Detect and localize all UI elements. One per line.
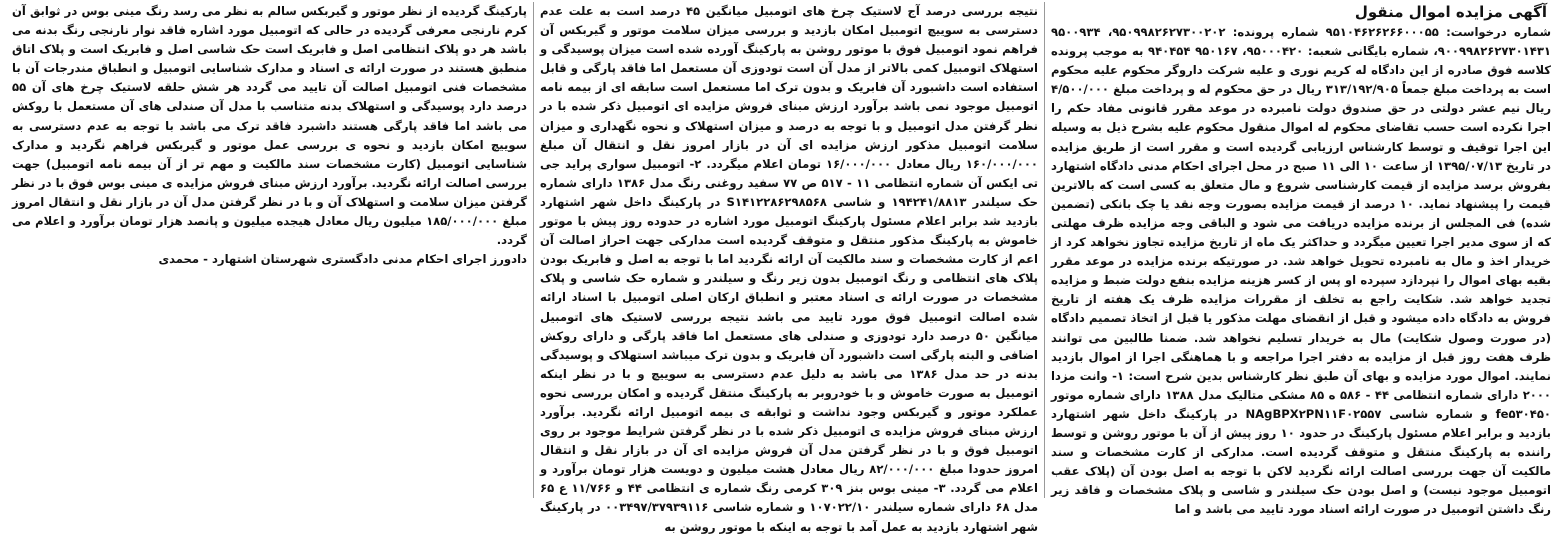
notice-body-part-3: پارکینگ گردیده از نظر موتور و گیربکس سالم به نظر می رسد رنگ مینی بوس در ثوابق آن کرم نارنجی معرفی گردیده در حالی که اتومبیل مورد اشاره فاقد نوار نارنجی رنگ بدنه می باشد هر دو پلاک انتظامی اصل و فابریک است حک شاسی اصل و فابریک است و پلاک اتاق منطبق هستند در صورت ارائه ی اسناد و مدارک شناسایی اتومبیل و انطباق مندرجات آن با مشخصات فنی اتومبیل اصالت آن تایید می گردد هر شش حلقه لاستیک چرخ های آن ۵۵ درصد دارد پوسیدگی و استهلاک بدنه متناسب با مدل آن صندلی های آن مستعمل با روکش می باشد اما فاقد پارگی هستند داشبرد فاقد ترک می باشد با توجه به عدم دسترسی به سوییچ امکان بازدید و نحوه ی بررسی عمل موتور و گیربکس فراهم نگردید و مدارک شناسایی اتومبیل (کارت مشخصات سند مالکیت و مهم تر از آن بیمه نامه اتومبیل) جهت بررسی اصالت ارائه نگردید. برآورد ارزش مبنای فروش مزایده ی مینی بوس فوق با در نظر گرفتن میزان سلامت و استهلاک آن و با در نظر گرفتن مدل آن در بازار نقل و انتقال امروز مبلغ ۱۸۵/۰۰۰/۰۰۰ میلیون ریال معادل هیجده میلیون و پانصد هزار تومان برآورد و اعلام می گردد. [12, 4, 527, 248]
notice-body-part-1: شماره درخواست: ۹۵۱۰۴۶۲۶۲۶۶۰۰۰۵۵ شماره پرونده: ۹۵۰۹۹۸۲۶۲۷۳۰۰۲۰۲، ۹۵۰۰۹۳۴ ۹۰۰۹۹۸۲۶۲۷۳۰۱۴۳۱، شماره بایگانی شعبه: ۹۵۰۰۰۴۲۰، ۹۵۰۱۶۷ ۹۴۰۴۵۴ به موجب پرونده کلاسه فوق صادره از این دادگاه له کریم نوری و علیه شرکت داروگر محکوم علیه محکوم است به پرداخت مبلغ جمعاً ۳۱۳/۱۹۲/۹۰۵ ریال در حق محکوم له و پرداخت مبلغ ۴/۵۰۰/۰۰۰ ریال نیم عشر دولتی در حق صندوق دولت نامبرده در موعد مقرر قانونی مفاد حکم را اجرا نکرده است حسب تقاضای محکوم له اموال منقول محکوم علیه بشرح ذیل به وسیله این اجرا توقیف و توسط کارشناس ارزیابی گردیده است و مقرر است از طریق مزایده در تاریخ ۱۳۹۵/۰۷/۱۳ از ساعت ۱۰ الی ۱۱ صبح در محل اجرای احکام مدنی دادگاه اشتهارد بفروش برسد مزایده از قیمت کارشناسی شروع و مال متعلق به کسی است که بالاترین قیمت را پیشنهاد نماید. ۱۰ درصد از قیمت مزایده بصورت وجه نقد یا چک بانکی (تضمین شده) فی المجلس از برنده مزایده دریافت می شود و الباقی وجه مزایده ظرف مهلتی که از سوی مدیر اجرا تعیین میگردد و حداکثر یک ماه از تاریخ مزایده تجاوز نخواهد کرد از خریدار اخذ و مال به نامبرده تحویل خواهد شد. در صورتیکه برنده مزایده در موعد مقرر بقیه بهای اموال را نپردازد سپرده او پس از کسر هزینه مزایده بنفع دولت ضبط و مزایده تجدید خواهد شد. شکایت راجع به تخلف از مقررات مزایده ظرف یک هفته از تاریخ فروش به دادگاه داده میشود و قبل از انقضای مهلت مذکور یا قبل از اتخاذ تصمیم دادگاه (در صورت وصول شکایت) مال به خریدار تسلیم نخواهد شد. ضمنا طالبین می توانند ظرف هفت روز قبل از مزایده به دفتر اجرا مراجعه و با هماهنگی اجرا از اموال بازدید نمایند. اموال مورد مزایده و بهای آن طبق نظر کارشناس بدین شرح است: ۱- وانت مزدا ۲۰۰۰ دارای شماره انتظامی ۴۴ - ۵۸۶ ه ۸۵ مشکی متالیک مدل ۱۳۸۸ دارای شماره موتور fe۵۳۰۴۵۰ و شماره شاسی NAgBPX۲PN۱۱F۰۲۵۵۷ در پارکینگ داخل شهر اشتهارد بازدید و برابر اعلام مسئول پارکینگ در حدود ۱۰ روز پیش از آن با موتور روشن و توسط راننده به پارکینگ منتقل و متوقف گردیده است. مدارکی از کارت مشخصات و سند مالکیت آن جهت بررسی اصالت ارائه نگردید لاکن با توجه به اصل بودن آن (پلاک عقب اتومبیل موجود نیست) و اصل بودن حک سیلندر و شاسی و پلاک مشخصات و فاقد زیر رنگ داشتن اتومبیل در صورت ارائه اسناد مورد تایید می باشد و اما [1051, 25, 1552, 517]
column-left [6, 2, 533, 498]
column-middle [533, 2, 1045, 534]
notice-body-part-2: نتیجه بررسی درصد آج لاستیک چرخ های اتومبیل میانگین ۴۵ درصد است به علت عدم دسترسی به سوییچ اتومبیل امکان بازدید و بررسی میزان سلامت موتور و گیربکس آن فراهم نمود اتومبیل فوق با موتور روشن به پارکینگ آورده شده است میزان پوسیدگی و استهلاک اتومبیل کمی بالاتر از مدل آن است تودوزی آن مستعمل اما فاقد پارگی و قابل استفاده است داشبورد آن فابریک و بدون ترک اما مستعمل است سابقه ای از بیمه نامه اتومبیل موجود نمی باشد برآورد ارزش مبنای فروش مزایده ای اتومبیل ذکر شده با در نظر گرفتن مدل اتومبیل و با توجه به درصد و میزان استهلاک و نحوه نگهداری و میزان سلامت اتومبیل مذکور ارزش مزایده ای آن در بازار امروز نقل و انتقال آن مبلغ ۱۶۰/۰۰۰/۰۰۰ ریال معادل ۱۶/۰۰۰/۰۰۰ تومان اعلام میگردد. ۲- اتومبیل سواری پراید جی تی ایکس آن شماره انتظامی ۱۱ - ۵۱۷ ص ۷۷ سفید روغنی رنگ مدل ۱۳۸۶ دارای شماره حک سیلندر ۱۹۴۲۴۱/۸۸۱۳ و شاسی S۱۴۱۲۲۸۶۲۹۸۵۶۸ در پارکینگ داخل شهر اشتهارد بازدید شد برابر اعلام مسئول پارکینگ اتومبیل مورد اشاره در حدوده روز پیش با موتور خاموش به پارکینگ مذکور منتقل و متوقف گردیده است مدارکی جهت احراز اصالت آن اعم از کارت مشخصات و سند مالکیت آن ارائه نگردید اما با توجه به اصل و فابریک بودن پلاک های انتظامی و رنگ اتومبیل بدون زیر رنگ و سیلندر و شماره حک شاسی و پلاک مشخصات در صورت ارائه ی اسناد معتبر و انطباق ارکان اصلی اتومبیل با اسناد ارائه شده اصالت اتومبیل فوق مورد تایید می باشد نتیجه بررسی لاستیک های اتومبیل میانگین ۵۰ درصد دارد تودوزی و صندلی های مستعمل اما فاقد پارگی و دارای روکش اضافی و البته پارگی است داشبورد آن فابریک و بدون ترک میباشد استهلاک و پوسیدگی بدنه در حد مدل ۱۳۸۶ می باشد به دلیل عدم دسترسی به سوییچ و با در نظر اینکه اتومبیل به صورت خاموش و با خودروبر به پارکینگ منتقل گردیده و امکان بررسی نحوه عملکرد موتور و گیربکس وجود نداشت و ثوابقه ی بیمه اتومبیل ارائه نگردید. برآورد ارزش مبنای فروش مزایده ی اتومبیل ذکر شده با در نظر گرفتن شرایط موجود بر روی اتومبیل فوق و با در نظر گرفتن مدل آن فروش مزایده ای آن در بازار نقل و انتقال امروز حدودا مبلغ ۸۲/۰۰۰/۰۰۰ ریال معادل هشت میلیون و دویست هزار تومان برآورد و اعلام می گردد. ۳- مینی بوس بنز ۳۰۹ کرمی رنگ شماره ی انتظامی ۴۴ و ۱۱/۷۶۶ ع ۶۵ مدل ۶۸ دارای شماره سیلندر ۱۰۷۰۲۲/۱۰ و شماره شاسی ۰۰۳۴۹۷/۳۷۹۳۹۱۱۶ در پارکینگ شهر اشتهارد بازدید به عمل آمد با توجه به اینکه با موتور روشن به [540, 4, 1039, 534]
notice-signature: دادورز اجرای احکام مدنی دادگستری شهرستان اشتهارد - محمدی [158, 252, 527, 267]
column-right [1045, 2, 1557, 517]
notice-title: آگهی مزایده اموال منقول [1354, 3, 1547, 21]
